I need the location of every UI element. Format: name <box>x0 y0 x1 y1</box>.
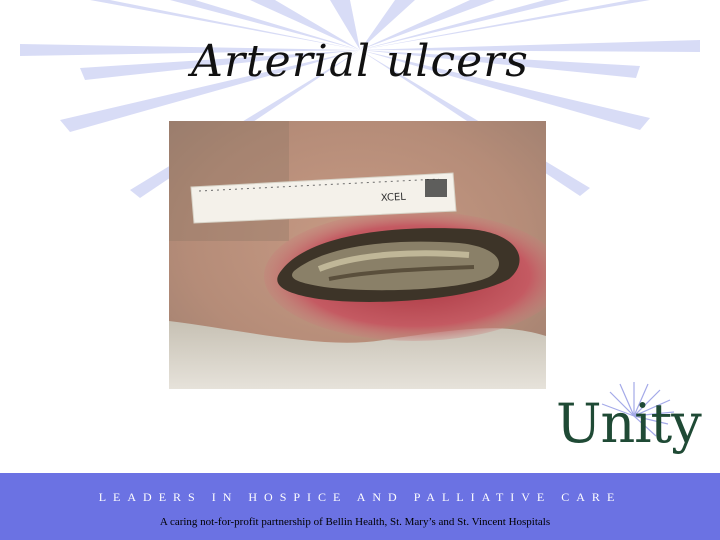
footer-tagline: LEADERS IN HOSPICE AND PALLIATIVE CARE <box>98 490 622 504</box>
footer-subline: A caring not-for-profit partnership of Bellin Health, St. Mary’s and St. Vincent Hospitals <box>159 516 551 528</box>
ruler-label: XCEL <box>380 191 407 204</box>
unity-logo-text: Unity <box>556 392 701 455</box>
wound-photo <box>169 121 546 389</box>
footer-band <box>0 473 720 540</box>
slide-title: Arterial ulcers <box>191 36 529 87</box>
